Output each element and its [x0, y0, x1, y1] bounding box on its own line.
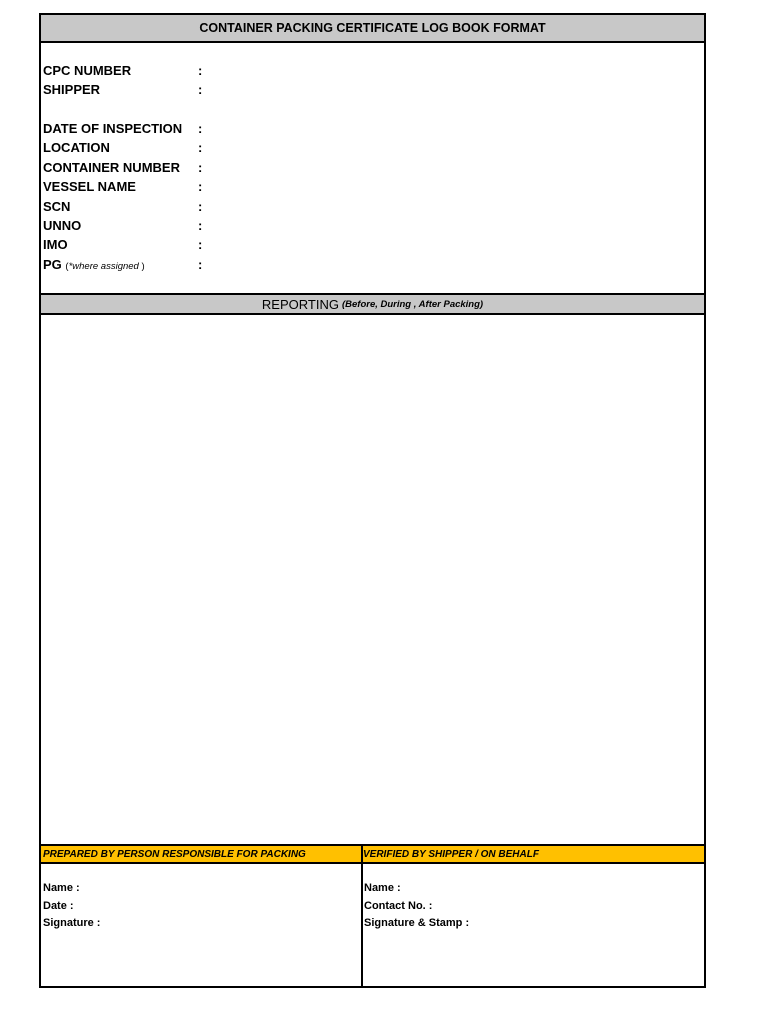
field-label: SCN — [43, 198, 71, 214]
verified-by-header: VERIFIED BY SHIPPER / ON BEHALF — [363, 848, 539, 860]
field-hint — [65, 261, 144, 272]
field-label: SHIPPER — [43, 81, 101, 97]
verified-contact-line: Contact No. : — [364, 900, 433, 912]
field-shipper — [43, 80, 208, 98]
field-colon: : — [198, 62, 203, 78]
field-colon: : — [198, 178, 203, 194]
verified-name-line: Name : — [364, 882, 401, 894]
reporting-subtitle: (Before, During , After Packing) — [341, 298, 484, 310]
hint-text: *where assigned — [68, 260, 139, 272]
verified-signature-stamp-line: Signature & Stamp : — [364, 917, 470, 929]
field-colon: : — [198, 139, 203, 155]
field-label: LOCATION — [43, 139, 110, 155]
field-label: UNNO — [43, 217, 82, 233]
field-colon: : — [198, 198, 203, 214]
field-colon: : — [198, 236, 203, 252]
field-label: DATE OF INSPECTION — [43, 120, 183, 136]
field-location — [43, 138, 208, 156]
prepared-signature-line: Signature : — [43, 917, 101, 929]
prepared-by-header: PREPARED BY PERSON RESPONSIBLE FOR PACKING — [43, 848, 306, 860]
field-unno — [43, 216, 208, 234]
field-colon: : — [198, 81, 203, 97]
hint-open-paren: ( — [65, 260, 69, 272]
reporting-header — [41, 293, 704, 315]
field-container-number — [43, 158, 208, 176]
form-title: CONTAINER PACKING CERTIFICATE LOG BOOK FORMAT — [199, 21, 546, 35]
field-cpc-number — [43, 61, 208, 79]
field-colon: : — [198, 256, 203, 272]
field-imo — [43, 235, 208, 253]
signoff-divider — [361, 844, 363, 986]
reporting-area — [41, 315, 704, 843]
reporting-label: REPORTING — [261, 296, 339, 312]
certificate-details — [41, 43, 704, 293]
field-colon: : — [198, 120, 203, 136]
prepared-name-line: Name : — [43, 882, 80, 894]
packing-certificate-form — [39, 13, 706, 988]
field-colon: : — [198, 159, 203, 175]
field-label: CONTAINER NUMBER — [43, 159, 180, 175]
field-date-of-inspection — [43, 119, 208, 137]
field-label: CPC NUMBER — [43, 62, 132, 78]
field-label — [43, 257, 198, 272]
prepared-date-line: Date : — [43, 900, 74, 912]
field-label: IMO — [43, 236, 68, 252]
signoff-header — [41, 844, 704, 864]
field-vessel-name — [43, 177, 208, 195]
form-title-bar — [41, 15, 704, 43]
field-pg — [43, 255, 208, 273]
field-label-text: PG — [43, 256, 62, 272]
hint-close-paren: ) — [141, 260, 145, 272]
field-label: VESSEL NAME — [43, 178, 136, 194]
field-colon: : — [198, 217, 203, 233]
field-scn — [43, 197, 208, 215]
